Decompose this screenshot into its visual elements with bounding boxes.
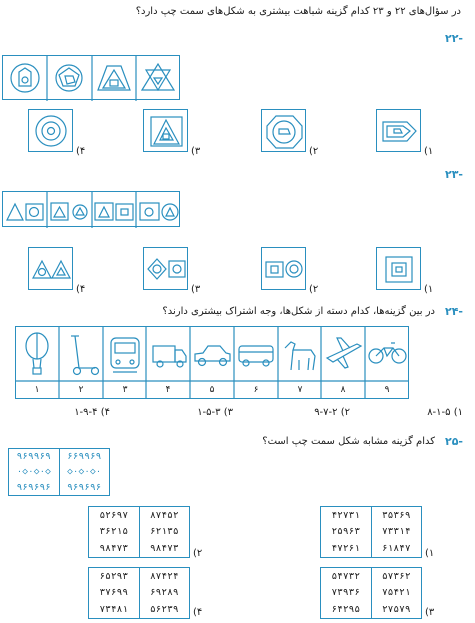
q25-reference-figure <box>8 448 110 496</box>
question-25-number: -۲۵ <box>444 435 463 448</box>
q25-option-2-left-row-3: ۹۸۴۷۳ <box>99 543 129 555</box>
q25-option-2-left-row-2: ۳۶۲۱۵ <box>99 526 129 538</box>
q23-option-1-label[interactable]: ۱) <box>424 284 434 295</box>
question-24-number: -۲۴ <box>444 305 463 318</box>
q23-option-1-figure[interactable] <box>376 247 421 290</box>
q24-cell-8-label: ۸ <box>340 385 346 395</box>
q23-option-2-label[interactable]: ۲) <box>309 284 319 295</box>
question-22-number: -۲۲ <box>444 32 463 45</box>
q25-option-2-right-row-1: ۸۷۴۵۲ <box>149 509 179 521</box>
q25-option-2-label[interactable]: ۲) <box>193 548 203 559</box>
q22-option-2-figure[interactable] <box>261 109 306 152</box>
q24-cell-9-label: ۹ <box>384 385 390 395</box>
q25-reference-right-row-3: ۹۶۹۶۹۶ <box>67 481 102 493</box>
q25-option-4-right-row-1: ۸۷۴۲۴ <box>149 570 179 582</box>
q25-option-4-right-row-2: ۶۹۲۸۹ <box>149 587 179 599</box>
q25-option-3-right-row-1: ۵۷۳۶۲ <box>381 570 411 582</box>
truck-icon <box>153 346 186 367</box>
q25-option-3-left-row-3: ۶۴۲۹۵ <box>331 604 361 616</box>
q25-option-1-left-row-3: ۴۷۲۶۱ <box>331 543 361 555</box>
question-23-number: -۲۳ <box>444 168 463 181</box>
q22-option-4-figure[interactable] <box>28 109 73 152</box>
q25-option-4-label[interactable]: ۴) <box>193 607 203 618</box>
q23-reference-shapes <box>3 192 181 228</box>
q22-option-2-shape <box>262 110 307 153</box>
bus-icon <box>239 346 273 366</box>
q23-option-3-label[interactable]: ۳) <box>191 284 201 295</box>
q23-option-3-shape <box>144 248 189 291</box>
q22-option-4-shape <box>29 110 74 153</box>
q25-option-4-right-row-3: ۵۶۲۳۹ <box>149 604 179 616</box>
q24-cell-4-label: ۴ <box>165 385 171 395</box>
q25-reference-left-row-3: ۹۶۹۶۹۶ <box>16 481 51 493</box>
q25-option-3-figure[interactable] <box>320 567 422 619</box>
q24-option-1[interactable]: ۱) ۸-۱-۵ <box>427 407 463 418</box>
q24-cell-6-label: ۶ <box>253 385 259 395</box>
question-25-text: کدام گزینه مشابه شکل سمت چپ است؟ <box>262 436 435 447</box>
q23-option-4-figure[interactable] <box>28 247 73 290</box>
q24-option-3[interactable]: ۳) ۱-۵-۳ <box>197 407 233 418</box>
q24-cell-1-label: ۱ <box>34 385 40 395</box>
q23-reference-strip <box>2 191 180 227</box>
q24-option-4[interactable]: ۴) ۱-۹-۴ <box>74 407 110 418</box>
q23-option-4-label[interactable]: ۴) <box>76 284 86 295</box>
instruction-22-23: در سؤال‌های ۲۲ و ۲۳ کدام گزینه شباهت بیشتری به شکل‌های سمت چپ دارد؟ <box>135 6 461 17</box>
bicycle-icon <box>369 343 406 363</box>
q24-cell-2-label: ۲ <box>78 385 84 395</box>
q24-cell-3-label: ۳ <box>122 385 128 395</box>
car-icon <box>195 346 230 366</box>
q25-option-4-figure[interactable] <box>88 567 190 619</box>
q25-option-2-right-row-2: ۶۲۱۳۵ <box>149 526 179 538</box>
q22-option-3-label[interactable]: ۳) <box>191 146 201 157</box>
q25-option-2-figure[interactable] <box>88 506 190 558</box>
question-24-text: در بین گزینه‌ها، کدام دسته از شکل‌ها، وجه اشتراک بیشتری دارند؟ <box>162 306 435 317</box>
q22-option-4-label[interactable]: ۴) <box>76 146 86 157</box>
q25-option-1-figure[interactable] <box>320 506 422 558</box>
q23-option-1-shape <box>377 248 422 291</box>
q24-cell-5-label: ۵ <box>209 385 215 395</box>
q22-option-1-figure[interactable] <box>376 109 421 152</box>
horse-icon <box>285 342 315 370</box>
q25-option-1-label[interactable]: ۱) <box>425 548 435 559</box>
q25-option-4-left-row-1: ۶۵۲۹۳ <box>99 570 129 582</box>
q25-option-4-left-row-3: ۷۳۴۸۱ <box>99 604 129 616</box>
q25-option-3-right-row-2: ۷۵۴۲۱ <box>381 587 411 599</box>
q25-reference-right-row-2: ◇۰◇۰◇۰ <box>67 466 102 478</box>
q22-option-1-shape <box>377 110 422 153</box>
q22-option-1-label[interactable]: ۱) <box>424 146 434 157</box>
q23-option-4-shape <box>29 248 74 291</box>
q25-option-2-left-row-1: ۵۲۶۹۷ <box>99 509 129 521</box>
q22-reference-strip <box>2 55 180 100</box>
q25-option-3-label[interactable]: ۳) <box>425 607 435 618</box>
hot-air-balloon-icon <box>26 333 48 374</box>
q25-option-2-right-row-3: ۹۸۴۷۳ <box>149 543 179 555</box>
q23-option-2-figure[interactable] <box>261 247 306 290</box>
q24-option-2[interactable]: ۲) ۹-۷-۲ <box>314 407 350 418</box>
q25-option-3-left-row-1: ۵۴۷۳۲ <box>331 570 361 582</box>
q25-option-1-right-row-2: ۷۳۳۱۴ <box>381 526 411 538</box>
q25-option-1-left-row-1: ۴۲۷۳۱ <box>331 509 361 521</box>
q25-reference-left-row-1: ۹۶۹۹۶۹ <box>16 451 51 463</box>
airplane-icon <box>327 338 361 368</box>
q22-option-3-figure[interactable] <box>143 109 188 152</box>
q22-option-3-shape <box>144 110 189 153</box>
q25-option-3-right-row-3: ۲۷۵۷۹ <box>381 604 411 616</box>
q25-option-1-left-row-2: ۲۵۹۶۳ <box>331 526 361 538</box>
train-icon <box>111 338 139 372</box>
q25-option-4-left-row-2: ۳۷۶۹۹ <box>99 587 129 599</box>
q24-cell-7-label: ۷ <box>297 385 303 395</box>
scooter-icon <box>71 336 99 375</box>
q25-reference-right-row-1: ۶۶۹۹۶۹ <box>67 451 102 463</box>
q25-option-1-right-row-3: ۶۱۸۴۷ <box>381 543 411 555</box>
q23-option-2-shape <box>262 248 307 291</box>
q25-option-1-right-row-1: ۳۵۳۶۹ <box>381 509 411 521</box>
q25-reference-left-row-2: ۰◇۰◇۰◇ <box>16 466 51 478</box>
q22-option-2-label[interactable]: ۲) <box>309 146 319 157</box>
q23-option-3-figure[interactable] <box>143 247 188 290</box>
q22-reference-shapes <box>3 56 181 101</box>
q25-option-3-left-row-2: ۷۳۹۳۶ <box>331 587 361 599</box>
